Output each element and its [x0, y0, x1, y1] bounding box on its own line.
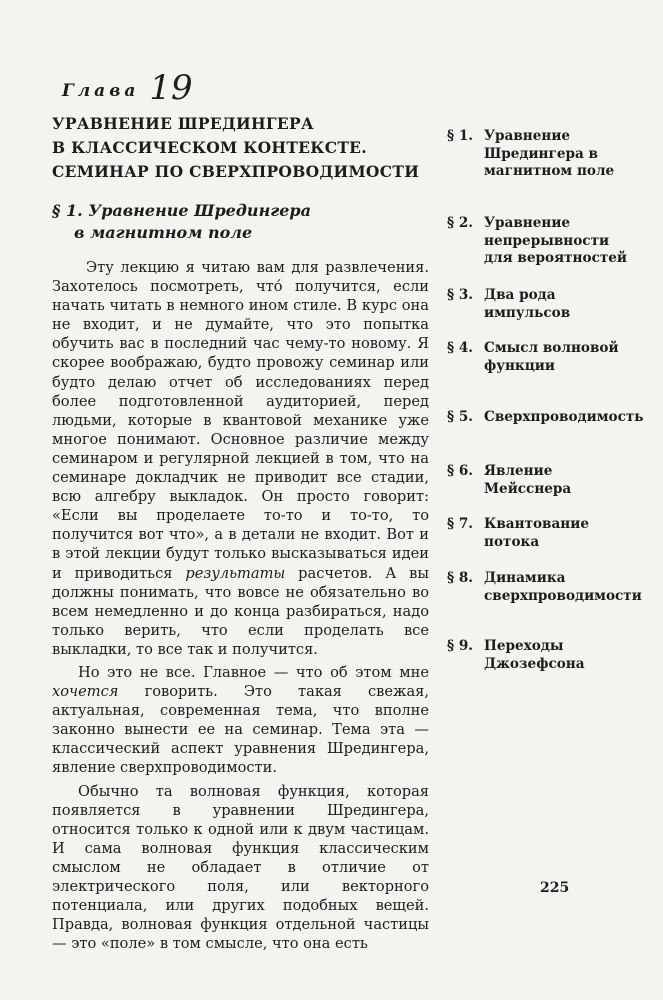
toc-mark: § 8. — [447, 570, 474, 586]
toc-mark: § 3. — [447, 287, 474, 303]
toc-mark: § 7. — [447, 516, 474, 532]
chapter-title-line: В КЛАССИЧЕСКОМ КОНТЕКСТЕ. — [52, 138, 367, 157]
chapter-word: Глава — [62, 81, 140, 101]
toc-text: Уравнение Шредингера в магнитном поле — [484, 128, 615, 179]
section-heading — [52, 200, 432, 244]
emphasis: хочется — [52, 683, 119, 701]
toc-text: Два рода импульсов — [484, 287, 571, 321]
toc-item — [447, 516, 632, 551]
toc-text: Квантование потока — [484, 516, 589, 550]
section-heading-line: в магнитном поле — [74, 223, 253, 242]
toc-mark: § 5. — [447, 409, 474, 425]
toc-text: Смысл волновой функции — [484, 340, 619, 374]
toc-item — [447, 215, 632, 268]
toc-mark: § 1. — [447, 128, 474, 144]
section-heading-line: § 1. Уравнение Шредингера — [52, 201, 311, 220]
paragraph: Обычно та волновая функция, которая появляется в уравнении Шредингера, относится только к одной или к двум частицам. И сама волновая функция классическим смыслом не обладает в отличие от электрического поля, или векторного потенциала, или других подобных вещей. Правда, волновая функция отдельной частицы — это «поле» в том смысле, что она есть — [52, 782, 429, 953]
chapter-title — [52, 112, 432, 184]
toc-text: Динамика сверхпроводимости — [484, 570, 642, 604]
toc-mark: § 2. — [447, 215, 474, 231]
chapter-title-line: СЕМИНАР ПО СВЕРХПРОВОДИМОСТИ — [52, 162, 420, 181]
toc-item — [447, 287, 632, 322]
toc-item — [447, 638, 632, 673]
body-text — [52, 258, 429, 957]
toc-item — [447, 463, 632, 498]
toc-mark: § 6. — [447, 463, 474, 479]
toc-text: Переходы Джозефсона — [484, 638, 585, 672]
toc-item — [447, 409, 644, 427]
toc-mark: § 9. — [447, 638, 474, 654]
emphasis: результаты — [185, 564, 286, 582]
chapter-label — [62, 68, 193, 108]
toc-text: Явление Мейсснера — [484, 463, 572, 497]
chapter-number: 19 — [149, 68, 193, 108]
chapter-title-line: УРАВНЕНИЕ ШРЕДИНГЕРА — [52, 114, 314, 133]
toc-text: Сверхпроводимость — [484, 409, 644, 425]
toc-mark: § 4. — [447, 340, 474, 356]
toc-text: Уравнение непрерывности для вероятностей — [484, 215, 627, 266]
page-number: 225 — [540, 880, 570, 896]
toc-item — [447, 570, 642, 605]
toc-item — [447, 340, 632, 375]
paragraph: Но это не все. Главное — что об этом мне хочется говорить. Это такая свежая, актуальная, современная тема, что вполне законно вынести ее на семинар. Тема эта — классический аспект уравнения Шредингера, явление сверхпроводимости. — [52, 663, 430, 777]
toc-item — [447, 128, 632, 181]
paragraph: Эту лекцию я читаю вам для развлечения. Захотелось посмотреть, что́ получится, если начать читать в немного ином стиле. В курс она не входит, и не думайте, что это попытка обучить вас в последний час чему-то новому. Я скорее воображаю, будто провожу семинар или будто делаю отчет об исследованиях перед более подготовленной аудиторией, перед людьми, которые в квантовой механике уже многое понимают. Основное различие между семинаром и регулярной лекцией в том, что на семинаре докладчик не приводит все стадии, всю алгебру выкладок. Он просто говорит: «Если вы проделаете то-то и то-то, то получится вот что», а в детали не входит. Вот и в этой лекции будут только высказываться идеи и приводиться результаты расчетов. А вы должны понимать, что вовсе не обязательно во всем немедленно и до конца разбираться, надо только верить, что если проделать все выкладки, то все так и получится. — [52, 259, 430, 658]
